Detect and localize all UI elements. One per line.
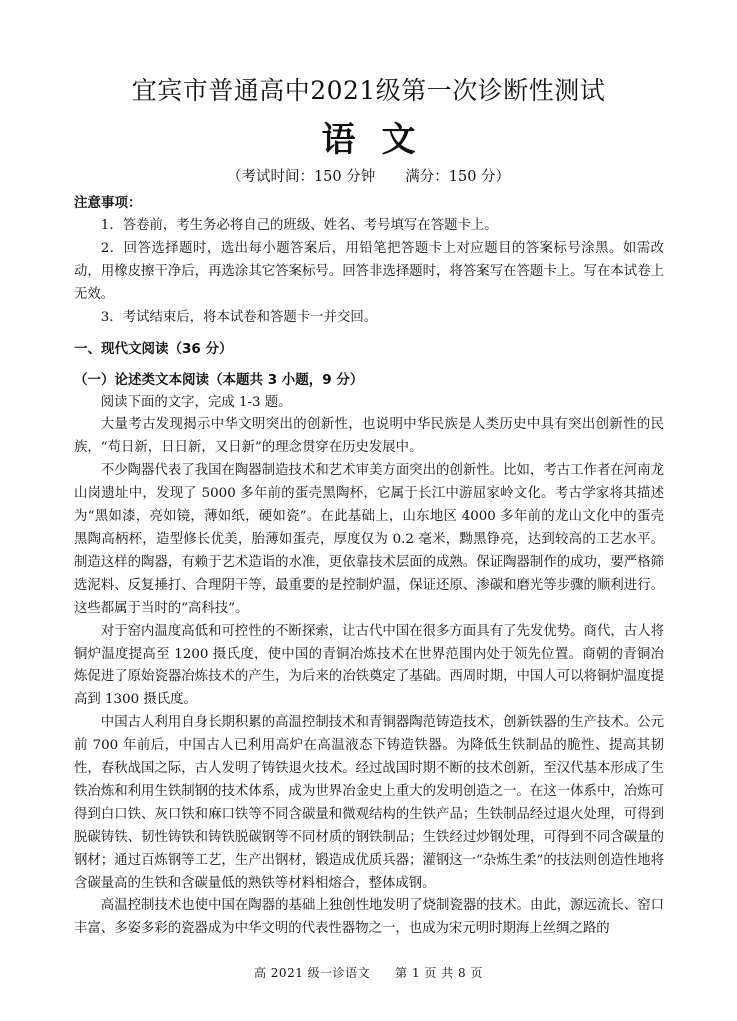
article-paragraph: 不少陶器代表了我国在陶器制造技术和艺术审美方面突出的创新性。比如，考古工作者在河南龙山岗遗址中，发现了 5000 多年前的蛋壳黑陶杯，它属于长江中游屈家岭文化。考古学家将其描述为“黑如漆，亮如镜，薄如纸，硬如瓷”。在此基础上，山东地区 4000 多年前的龙山文化中的蛋壳黑陶高柄杯，造型修长优美，胎薄如蛋壳，厚度仅为 0.2 毫米，黝黑铮亮，达到较高的工艺水平。制造这样的陶器，有赖于艺术造诣的水准，更依靠技术层面的成熟。保证陶器制作的成功，要严格筛选泥料、反复捶打、合理阴干等，最重要的是控制炉温，保证还原、渗碳和磨光等步骤的顺利进行。这些都属于当时的“高科技”。 xyxy=(74,463,664,616)
subsection-heading: （一）论述类文本阅读（本题共 3 小题，9 分） xyxy=(74,371,364,388)
note-item: 3．考试结束后，将本试卷和答题卡一并交回。 xyxy=(100,309,378,325)
notes-heading: 注意事项： xyxy=(74,195,142,211)
exam-title: 宜宾市普通高中2021级第一次诊断性测试 xyxy=(131,76,606,105)
subject-title: 语文 xyxy=(321,120,442,160)
exam-body xyxy=(74,192,664,941)
article-paragraph: 对于窑内温度高低和可控性的不断探索，让古代中国在很多方面具有了先发优势。商代，古人将铜炉温度提高至 1200 摄氏度，使中国的青铜冶炼技术在世界范围内处于领先位置。商朝的青铜冶炼促进了原始瓷器冶炼技术的产生，为后来的冶铁奠定了基础。西周时期，中国人可以将铜炉温度提高到 1300 摄氏度。 xyxy=(74,623,664,708)
article-paragraph: 高温控制技术也使中国在陶器的基础上独创性地发明了烧制瓷器的技术。由此，源远流长、窑口丰富、多姿多彩的瓷器成为中华文明的代表性器物之一，也成为宋元明时期海上丝绸之路的 xyxy=(74,898,664,937)
article-paragraph: 中国古人利用自身长期积累的高温控制技术和青铜器陶范铸造技术，创新铁器的生产技术。公元前 700 年前后，中国古人已利用高炉在高温液态下铸造铁器。为降低生铁制品的脆性、提高其韧性，春秋战国之际，古人发明了铸铁退火技术。经过战国时期不断的技术创新，至汉代基本形成了生铁冶炼和利用生铁制钢的技术体系，成为世界冶金史上重大的发明创造之一。在这一体系中，冶炼可得到白口铁、灰口铁和麻口铁等不同含碳量和微观结构的生铁产品；生铁制品经过退火处理，可得到脱碳铸铁、韧性铸铁和铸铁脱碳钢等不同材质的钢铁制品；生铁经过炒钢处理，可得到不同含碳量的钢材；通过百炼钢等工艺，生产出钢材，锻造成优质兵器；灌钢这一“杂炼生柔”的技法则创造性地将含碳量高的生铁和含碳量低的熟铁等材料相熔合，整体成钢。 xyxy=(74,715,664,891)
exam-info xyxy=(0,166,737,188)
note-item: 2．回答选择题时，选出每小题答案后，用铅笔把答题卡上对应题目的答案标号涂黑。如需改动，用橡皮擦干净后，再选涂其它答案标号。回答非选择题时，将答案写在答题卡上。写在本试卷上无效。 xyxy=(74,240,664,302)
page-footer: 高 2021 级一诊语文 第 1 页 共 8 页 xyxy=(253,966,483,980)
note-item: 1．答卷前，考生务必将自己的班级、姓名、考号填写在答题卡上。 xyxy=(100,218,498,233)
exam-time: （考试时间：150 分钟 xyxy=(226,169,376,185)
reading-instruction: 阅读下面的文字，完成 1-3 题。 xyxy=(100,394,292,410)
article-paragraph: 大量考古发现揭示中华文明突出的创新性，也说明中华民族是人类历史中具有突出创新性的民族，“苟日新，日日新，又日新”的理念贯穿在历史发展中。 xyxy=(74,417,664,456)
full-score: 满分：150 分） xyxy=(405,169,511,185)
section-heading: 一、现代文阅读（36 分） xyxy=(74,340,233,357)
